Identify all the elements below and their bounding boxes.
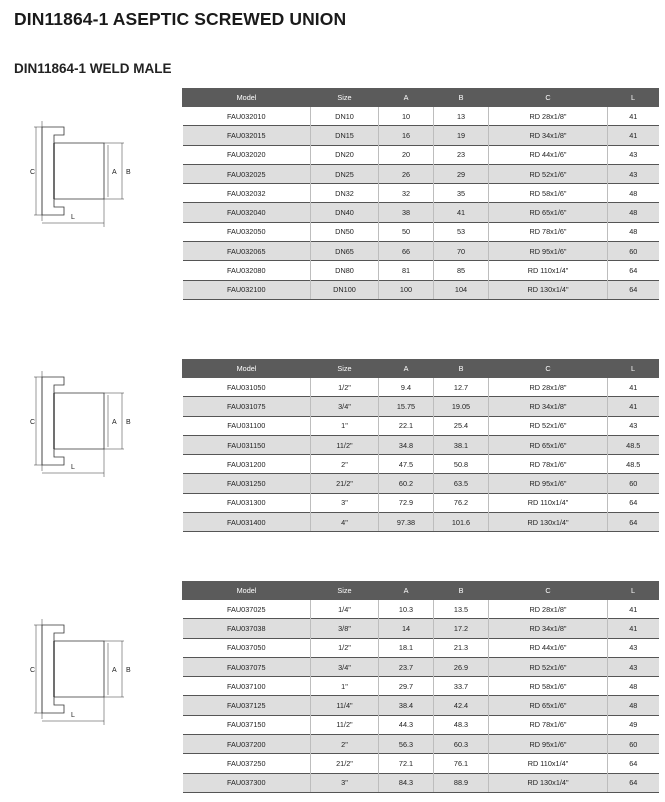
table-cell: 23.7 [379, 657, 434, 676]
table-cell: RD 34x1/8" [489, 619, 608, 638]
table-cell: 26 [379, 164, 434, 183]
table-row [183, 600, 659, 619]
column-header: A [379, 582, 434, 600]
column-header: A [379, 89, 434, 107]
table-cell: 53 [434, 222, 489, 241]
column-header: A [379, 360, 434, 378]
table-cell: 49 [608, 715, 659, 734]
table-cell: RD 52x1/6" [489, 657, 608, 676]
table-cell: RD 130x1/4" [489, 280, 608, 299]
table-cell: 76.1 [434, 754, 489, 773]
table-cell: 60 [608, 474, 659, 493]
table-cell: RD 78x1/6" [489, 715, 608, 734]
table-cell: FAU037250 [183, 754, 311, 773]
table-cell: 13 [434, 107, 489, 126]
table-cell: 44.3 [379, 715, 434, 734]
table-cell: 3/4" [311, 657, 379, 676]
table-cell: 41 [608, 397, 659, 416]
table-header-row [183, 360, 659, 378]
column-header: B [434, 582, 489, 600]
table-cell: 20 [379, 145, 434, 164]
dim-a-label: A [112, 419, 117, 426]
column-header: Model [183, 582, 311, 600]
table-cell: 21/2" [311, 474, 379, 493]
table-cell: DN50 [311, 222, 379, 241]
table-cell: 88.9 [434, 773, 489, 792]
table-cell: 25.4 [434, 416, 489, 435]
table-cell: 1/4" [311, 600, 379, 619]
table-cell: 2" [311, 735, 379, 754]
weld-male-drawing [24, 613, 142, 731]
table-cell: 11/4" [311, 696, 379, 715]
table-cell: 43 [608, 657, 659, 676]
table-cell: FAU031400 [183, 513, 311, 532]
table-cell: RD 95x1/6" [489, 474, 608, 493]
table-cell: 101.6 [434, 513, 489, 532]
table-cell: FAU037025 [183, 600, 311, 619]
table-cell: 104 [434, 280, 489, 299]
table-cell: 48 [608, 203, 659, 222]
dim-l-label: L [71, 464, 75, 471]
table-cell: FAU037200 [183, 735, 311, 754]
table-cell: 42.4 [434, 696, 489, 715]
column-header: L [608, 89, 659, 107]
table-row [183, 107, 659, 126]
table-row [183, 261, 659, 280]
table-cell: 1/2" [311, 378, 379, 397]
table-cell: 48.3 [434, 715, 489, 734]
table-cell: DN15 [311, 126, 379, 145]
table-cell: 41 [608, 126, 659, 145]
table-cell: 13.5 [434, 600, 489, 619]
table-cell: RD 130x1/4" [489, 773, 608, 792]
table-cell: 47.5 [379, 455, 434, 474]
table-cell: 72.9 [379, 493, 434, 512]
table-cell: FAU031100 [183, 416, 311, 435]
table-row [183, 696, 659, 715]
table-row [183, 715, 659, 734]
table-cell: DN65 [311, 242, 379, 261]
table-cell: 66 [379, 242, 434, 261]
table-row [183, 638, 659, 657]
table-cell: FAU037300 [183, 773, 311, 792]
table-cell: RD 95x1/6" [489, 735, 608, 754]
table-cell: RD 78x1/6" [489, 222, 608, 241]
table-cell: 70 [434, 242, 489, 261]
table-cell: 23 [434, 145, 489, 164]
table-cell: 43 [608, 638, 659, 657]
column-header: Model [183, 360, 311, 378]
table-cell: 16 [379, 126, 434, 145]
table-cell: FAU032032 [183, 184, 311, 203]
column-header: Size [311, 360, 379, 378]
table-cell: 18.1 [379, 638, 434, 657]
table-cell: 64 [608, 513, 659, 532]
table-cell: RD 52x1/6" [489, 164, 608, 183]
table-cell: FAU031050 [183, 378, 311, 397]
table-row [183, 222, 659, 241]
table-cell: RD 44x1/6" [489, 638, 608, 657]
dim-b-label: B [126, 667, 131, 674]
column-header: B [434, 360, 489, 378]
table-cell: RD 28x1/8" [489, 107, 608, 126]
table-cell: DN40 [311, 203, 379, 222]
table-cell: RD 95x1/6" [489, 242, 608, 261]
table-row [183, 435, 659, 454]
table-cell: DN25 [311, 164, 379, 183]
table-cell: FAU032080 [183, 261, 311, 280]
weld-male-drawing [24, 115, 142, 233]
table-cell: 11/2" [311, 435, 379, 454]
table-cell: FAU032065 [183, 242, 311, 261]
table-cell: 41 [608, 600, 659, 619]
table-row [183, 657, 659, 676]
column-header: Model [183, 89, 311, 107]
table-cell: 41 [434, 203, 489, 222]
dim-c-label: C [30, 667, 36, 674]
table-header-row [183, 582, 659, 600]
table-cell: 10 [379, 107, 434, 126]
table-cell: 3" [311, 773, 379, 792]
table-cell: RD 110x1/4" [489, 493, 608, 512]
table-cell: FAU037150 [183, 715, 311, 734]
column-header: Size [311, 582, 379, 600]
table-cell: 22.1 [379, 416, 434, 435]
table-cell: RD 28x1/8" [489, 378, 608, 397]
table-cell: 19.05 [434, 397, 489, 416]
table-cell: 43 [608, 164, 659, 183]
table-cell: 64 [608, 280, 659, 299]
table-header-row [183, 89, 659, 107]
table-cell: FAU037100 [183, 677, 311, 696]
table-cell: 1" [311, 677, 379, 696]
table-row [183, 677, 659, 696]
table-cell: 4" [311, 513, 379, 532]
column-header: L [608, 582, 659, 600]
table-cell: 41 [608, 378, 659, 397]
table-row [183, 416, 659, 435]
column-header: C [489, 360, 608, 378]
table-cell: 26.9 [434, 657, 489, 676]
table-cell: 76.2 [434, 493, 489, 512]
table-cell: 14 [379, 619, 434, 638]
table-cell: FAU032015 [183, 126, 311, 145]
table-row [183, 397, 659, 416]
table-cell: FAU032025 [183, 164, 311, 183]
table-cell: 29.7 [379, 677, 434, 696]
table-cell: 15.75 [379, 397, 434, 416]
table-row [183, 242, 659, 261]
table-row [183, 773, 659, 792]
table-cell: 48.5 [608, 435, 659, 454]
table-cell: 35 [434, 184, 489, 203]
table-cell: 3/8" [311, 619, 379, 638]
table-cell: 41 [608, 107, 659, 126]
table-cell: RD 28x1/8" [489, 600, 608, 619]
table-cell: RD 34x1/8" [489, 126, 608, 145]
table-cell: RD 58x1/6" [489, 677, 608, 696]
table-cell: 38.4 [379, 696, 434, 715]
table-cell: 81 [379, 261, 434, 280]
table-cell: RD 44x1/6" [489, 145, 608, 164]
table-cell: 1" [311, 416, 379, 435]
table-cell: 63.5 [434, 474, 489, 493]
dim-l-label: L [71, 214, 75, 221]
table-cell: 64 [608, 493, 659, 512]
table-cell: RD 34x1/8" [489, 397, 608, 416]
table-row [183, 754, 659, 773]
table-cell: 48 [608, 677, 659, 696]
table-cell: FAU037075 [183, 657, 311, 676]
table-cell: 50 [379, 222, 434, 241]
spec-table-od [182, 581, 659, 793]
section-subtitle: DIN11864-1 WELD MALE [14, 61, 172, 76]
column-header: L [608, 360, 659, 378]
dim-l-label: L [71, 712, 75, 719]
table-cell: FAU032010 [183, 107, 311, 126]
table-row [183, 164, 659, 183]
table-cell: 72.1 [379, 754, 434, 773]
table-cell: FAU032040 [183, 203, 311, 222]
column-header: Size [311, 89, 379, 107]
column-header: C [489, 582, 608, 600]
table-cell: 97.38 [379, 513, 434, 532]
table-row [183, 378, 659, 397]
table-cell: 10.3 [379, 600, 434, 619]
table-row [183, 493, 659, 512]
table-cell: FAU032100 [183, 280, 311, 299]
table-cell: 84.3 [379, 773, 434, 792]
table-cell: FAU037125 [183, 696, 311, 715]
column-header: C [489, 89, 608, 107]
table-cell: 3/4" [311, 397, 379, 416]
table-row [183, 126, 659, 145]
table-cell: 38.1 [434, 435, 489, 454]
table-cell: DN10 [311, 107, 379, 126]
table-cell: FAU031250 [183, 474, 311, 493]
dim-b-label: B [126, 169, 131, 176]
table-cell: RD 130x1/4" [489, 513, 608, 532]
table-cell: RD 65x1/6" [489, 203, 608, 222]
table-cell: 32 [379, 184, 434, 203]
table-row [183, 184, 659, 203]
table-cell: 17.2 [434, 619, 489, 638]
table-cell: 56.3 [379, 735, 434, 754]
weld-male-drawing [24, 365, 142, 483]
table-cell: 12.7 [434, 378, 489, 397]
table-cell: DN80 [311, 261, 379, 280]
dim-a-label: A [112, 667, 117, 674]
table-cell: 60.3 [434, 735, 489, 754]
table-cell: 64 [608, 261, 659, 280]
table-cell: 43 [608, 416, 659, 435]
spec-table-dn [182, 88, 659, 300]
table-cell: 21/2" [311, 754, 379, 773]
table-cell: DN32 [311, 184, 379, 203]
table-row [183, 474, 659, 493]
table-cell: FAU037050 [183, 638, 311, 657]
table-cell: RD 52x1/6" [489, 416, 608, 435]
table-cell: 43 [608, 145, 659, 164]
table-cell: 85 [434, 261, 489, 280]
table-cell: FAU032020 [183, 145, 311, 164]
table-cell: 1/2" [311, 638, 379, 657]
table-cell: FAU031200 [183, 455, 311, 474]
table-cell: RD 110x1/4" [489, 754, 608, 773]
dim-c-label: C [30, 419, 36, 426]
table-cell: DN20 [311, 145, 379, 164]
column-header: B [434, 89, 489, 107]
table-cell: 29 [434, 164, 489, 183]
table-row [183, 455, 659, 474]
table-cell: 60 [608, 735, 659, 754]
table-cell: RD 65x1/6" [489, 696, 608, 715]
table-cell: 50.8 [434, 455, 489, 474]
dim-a-label: A [112, 169, 117, 176]
table-cell: 48.5 [608, 455, 659, 474]
table-cell: FAU037038 [183, 619, 311, 638]
table-cell: 19 [434, 126, 489, 145]
table-cell: 48 [608, 222, 659, 241]
table-cell: 60 [608, 242, 659, 261]
table-cell: FAU031300 [183, 493, 311, 512]
table-cell: FAU032050 [183, 222, 311, 241]
table-row [183, 145, 659, 164]
table-row [183, 513, 659, 532]
page-title: DIN11864-1 ASEPTIC SCREWED UNION [14, 9, 347, 29]
table-cell: 33.7 [434, 677, 489, 696]
table-cell: 48 [608, 184, 659, 203]
table-row [183, 280, 659, 299]
table-cell: FAU031150 [183, 435, 311, 454]
table-cell: 41 [608, 619, 659, 638]
dim-b-label: B [126, 419, 131, 426]
table-cell: 48 [608, 696, 659, 715]
table-cell: 9.4 [379, 378, 434, 397]
table-cell: RD 65x1/6" [489, 435, 608, 454]
table-cell: RD 78x1/6" [489, 455, 608, 474]
table-row [183, 619, 659, 638]
table-cell: 38 [379, 203, 434, 222]
table-cell: 21.3 [434, 638, 489, 657]
table-row [183, 735, 659, 754]
table-cell: FAU031075 [183, 397, 311, 416]
table-cell: 3" [311, 493, 379, 512]
table-cell: 64 [608, 773, 659, 792]
table-cell: RD 110x1/4" [489, 261, 608, 280]
table-cell: 100 [379, 280, 434, 299]
dim-c-label: C [30, 169, 36, 176]
table-cell: 60.2 [379, 474, 434, 493]
table-cell: DN100 [311, 280, 379, 299]
table-row [183, 203, 659, 222]
table-cell: RD 58x1/6" [489, 184, 608, 203]
spec-table-inch [182, 359, 659, 532]
table-cell: 2" [311, 455, 379, 474]
table-cell: 11/2" [311, 715, 379, 734]
table-cell: 64 [608, 754, 659, 773]
table-cell: 34.8 [379, 435, 434, 454]
